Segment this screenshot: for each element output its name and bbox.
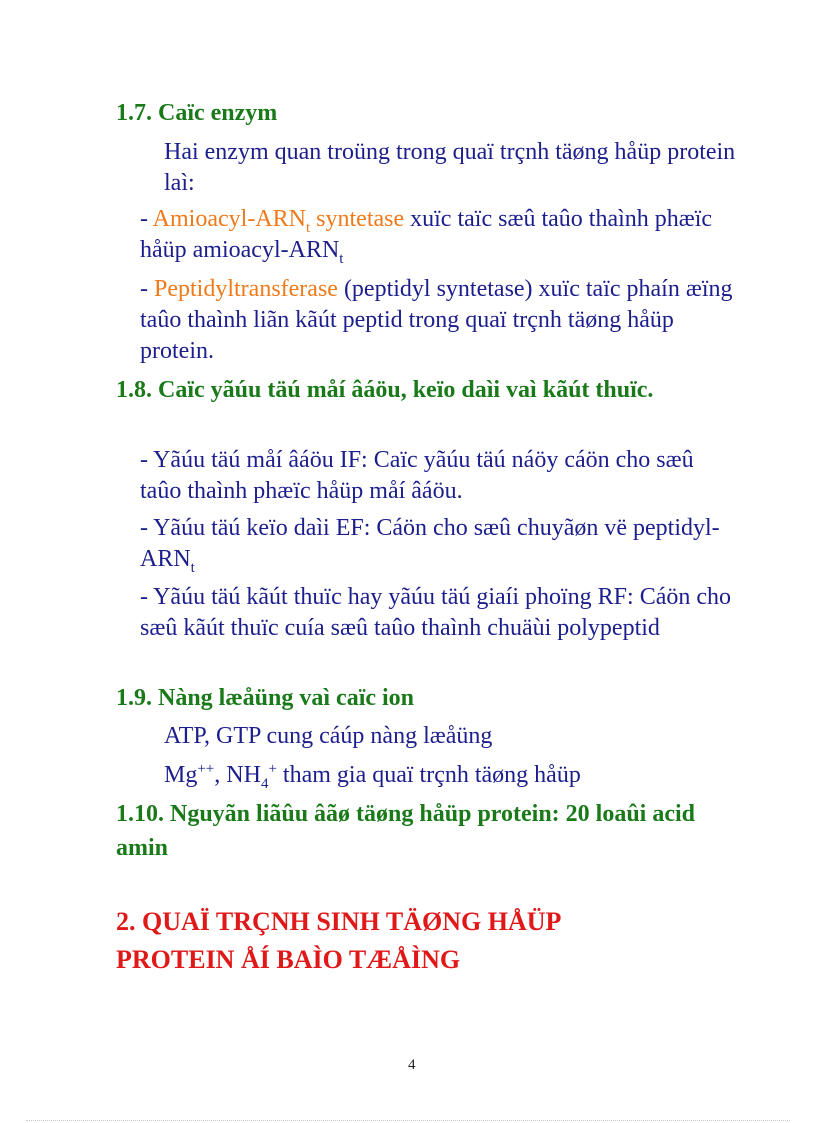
- paragraph-factor-ef: [116, 513, 740, 575]
- ion-nh: , NH: [214, 762, 261, 788]
- ion-nh-sup: +: [268, 761, 277, 777]
- heading-1-7: 1.7. Caïc enzym: [116, 100, 278, 126]
- item-2-rest: (peptidyl syntetase) xuïc taïc phaín æïng taûo thaình liãn kãút peptid trong quaï trçnh täøng håüp protein.: [140, 276, 733, 364]
- page-number: 4: [408, 1057, 416, 1073]
- item-1-rest-sub: t: [339, 250, 344, 267]
- dash-prefix: -: [140, 206, 153, 232]
- ion-nh-sub: 4: [260, 775, 269, 792]
- item-1-rest: xuïc taïc sæû taûo thaình phæïc håüp amioacyl-ARN: [140, 206, 713, 263]
- paragraph-factor-rf: - Yãúu täú kãút thuïc hay yãúu täú giaíi phoïng RF: Cáön cho sæû kãút thuïc cuía sæû taûo thaình chuäùi polypeptid: [140, 584, 731, 641]
- heading-1-8: 1.8. Caïc yãúu täú måí âáöu, keïo daìi vaì kãút thuïc.: [116, 377, 654, 403]
- paragraph-enzym-item-1: [116, 204, 740, 266]
- paragraph-enzym-intro: Hai enzym quan troüng trong quaï trçnh täøng håüp protein laì:: [164, 139, 736, 196]
- paragraph-ions: [116, 760, 764, 791]
- heading-section-2: 2. QUAÏ TRÇNH SINH TÄØNG HÅÜP PROTEIN ÅÍ BAÌO TÆÅÌNG: [116, 907, 560, 974]
- highlight-peptidyltransferase: Peptidyltransferase: [154, 276, 338, 302]
- ion-mg-sup: ++: [197, 761, 215, 777]
- dash-prefix: -: [140, 276, 154, 302]
- heading-1-10: 1.10. Nguyãn liãûu âãø täøng håüp protein: 20 loaûi acid amin: [116, 801, 696, 861]
- factor-ef-sub: t: [190, 559, 195, 576]
- ion-mg: Mg: [164, 762, 198, 788]
- highlight-amioacyl-tail: syntetase: [310, 206, 405, 232]
- ion-rest: tham gia quaï trçnh täøng håüp: [276, 762, 581, 788]
- paragraph-factor-if: - Yãúu täú måí âáöu IF: Caïc yãúu täú náöy cáön cho sæû taûo thaình phæïc håüp måí âáöu.: [140, 447, 694, 504]
- highlight-amioacyl-sub: t: [305, 219, 311, 236]
- footer-divider: [26, 1120, 790, 1121]
- heading-1-9: 1.9. Nàng læåüng vaì caïc ion: [116, 685, 415, 711]
- factor-ef-text: - Yãúu täú keïo daìi EF: Cáön cho sæû chuyãøn vë peptidyl-ARN: [140, 515, 720, 572]
- highlight-amioacyl: Amioacyl-ARN: [152, 206, 306, 232]
- paragraph-atp-gtp: ATP, GTP cung cáúp nàng læåüng: [164, 723, 493, 749]
- paragraph-enzym-item-2: [116, 274, 740, 367]
